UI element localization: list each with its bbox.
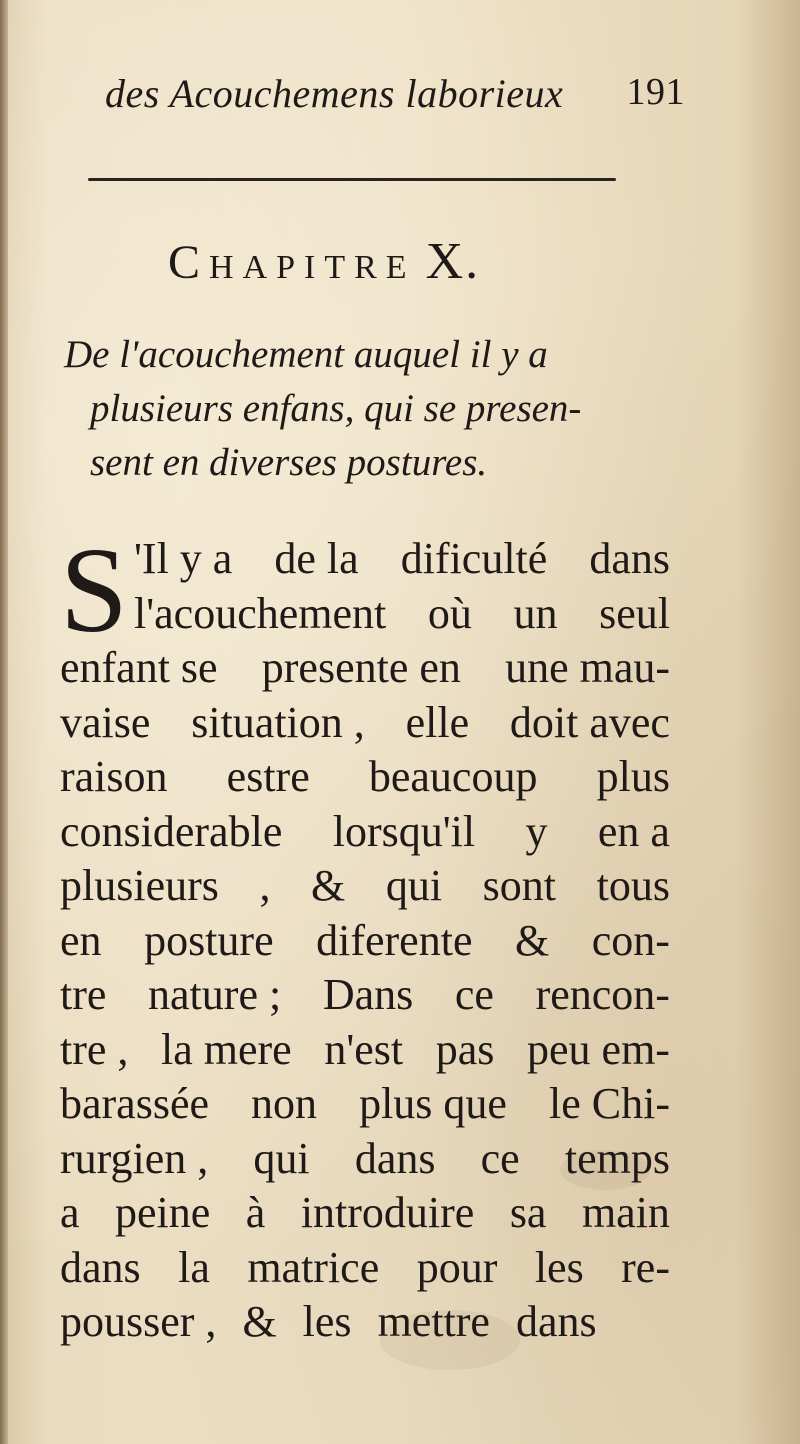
text-line <box>134 532 670 587</box>
chapter-subtitle <box>64 328 664 490</box>
word: re- <box>621 1242 670 1292</box>
word: à <box>245 1188 266 1237</box>
word: dans <box>60 1242 141 1292</box>
chapter-heading-initial: C <box>168 236 210 289</box>
word: estre <box>226 752 310 801</box>
word: dans <box>589 534 670 583</box>
word: la <box>178 1242 210 1292</box>
word: elle <box>405 697 470 747</box>
word: dans <box>354 1133 436 1183</box>
word: de la <box>274 534 359 583</box>
word: y <box>525 806 548 856</box>
subtitle-line: sent en diverses postures. <box>90 441 488 484</box>
running-head <box>105 70 685 130</box>
word: doit avec <box>509 697 670 747</box>
subtitle-line: plusieurs enfans, qui se presen- <box>90 387 582 430</box>
word: dificulté <box>400 534 548 583</box>
subtitle-line: De l'acouchement auquel il y a <box>64 333 548 376</box>
word: Dans <box>322 970 414 1019</box>
word: pour <box>416 1242 498 1292</box>
word: ce <box>480 1133 520 1183</box>
text-line <box>60 914 670 969</box>
word: beaucoup <box>368 752 538 801</box>
word: seul <box>599 588 670 638</box>
word: & <box>311 861 346 910</box>
page-edge <box>0 0 8 1444</box>
text-line <box>60 750 670 805</box>
word: qui <box>385 861 443 910</box>
page-number: 191 <box>626 71 685 113</box>
text-line <box>60 968 670 1023</box>
chapter-heading <box>168 232 480 291</box>
word: nature ; <box>148 970 282 1019</box>
word: rencon- <box>535 970 670 1019</box>
chapter-number: X. <box>425 233 481 290</box>
text-line <box>60 1077 670 1132</box>
word: en a <box>597 806 670 856</box>
word: pas <box>435 1024 495 1074</box>
word: tous <box>596 861 670 910</box>
chapter-heading-word: HAPITRE <box>209 249 416 286</box>
text-line <box>60 641 670 696</box>
text-line <box>60 805 670 860</box>
word: plus <box>596 752 670 801</box>
word: situation , <box>191 697 365 747</box>
word: n'est <box>324 1024 404 1074</box>
word: mettre <box>377 1297 490 1346</box>
text-line <box>60 859 670 914</box>
word: introduire <box>300 1188 475 1237</box>
text-line <box>60 1023 670 1078</box>
body-paragraph <box>60 523 670 1350</box>
word: vaise <box>60 697 151 747</box>
word: sa <box>509 1188 547 1237</box>
word: l'acouchement <box>134 588 387 638</box>
word: 'Il y a <box>134 534 233 583</box>
word: presente en <box>261 643 461 692</box>
word: peine <box>115 1188 211 1237</box>
text-line <box>60 1241 670 1296</box>
word: enfant se <box>60 643 218 692</box>
word: considerable <box>60 806 283 856</box>
drop-cap: S <box>60 523 128 658</box>
word: non <box>251 1079 318 1128</box>
text-line <box>134 587 670 642</box>
word: barassée <box>60 1079 210 1128</box>
word: les <box>302 1297 352 1346</box>
word: la mere <box>161 1024 292 1074</box>
word: plusieurs <box>60 861 219 910</box>
word: tre , <box>60 1024 129 1074</box>
word: où <box>427 588 472 638</box>
text-line <box>60 1132 670 1187</box>
word: une mau- <box>505 643 670 692</box>
word: temps <box>564 1133 670 1183</box>
word: plus que <box>359 1079 507 1128</box>
word: & <box>242 1297 277 1346</box>
word: sont <box>482 861 557 910</box>
word: , <box>259 861 271 910</box>
word: le Chi- <box>549 1079 670 1128</box>
word: diferente <box>316 915 473 965</box>
word: peu em- <box>527 1024 670 1074</box>
word: rurgien , <box>60 1133 209 1183</box>
word: posture <box>144 915 274 965</box>
word: lorsqu'il <box>332 806 476 856</box>
word: con- <box>591 915 670 965</box>
word: qui <box>253 1133 310 1183</box>
word: matrice <box>247 1242 380 1292</box>
word: un <box>513 588 558 638</box>
word: main <box>581 1188 670 1237</box>
text-line <box>60 696 670 751</box>
word: les <box>534 1242 584 1292</box>
word: a <box>60 1188 80 1237</box>
word: & <box>515 915 550 965</box>
header-rule <box>88 178 616 181</box>
text-line <box>60 1295 670 1350</box>
text-line <box>60 1186 670 1241</box>
word: pousser , <box>60 1297 217 1346</box>
word: tre <box>60 970 107 1019</box>
word: dans <box>515 1297 597 1346</box>
word: en <box>60 915 102 965</box>
word: ce <box>454 970 494 1019</box>
word: raison <box>60 752 168 801</box>
running-head-title: des Acouchemens laborieux <box>105 71 564 116</box>
